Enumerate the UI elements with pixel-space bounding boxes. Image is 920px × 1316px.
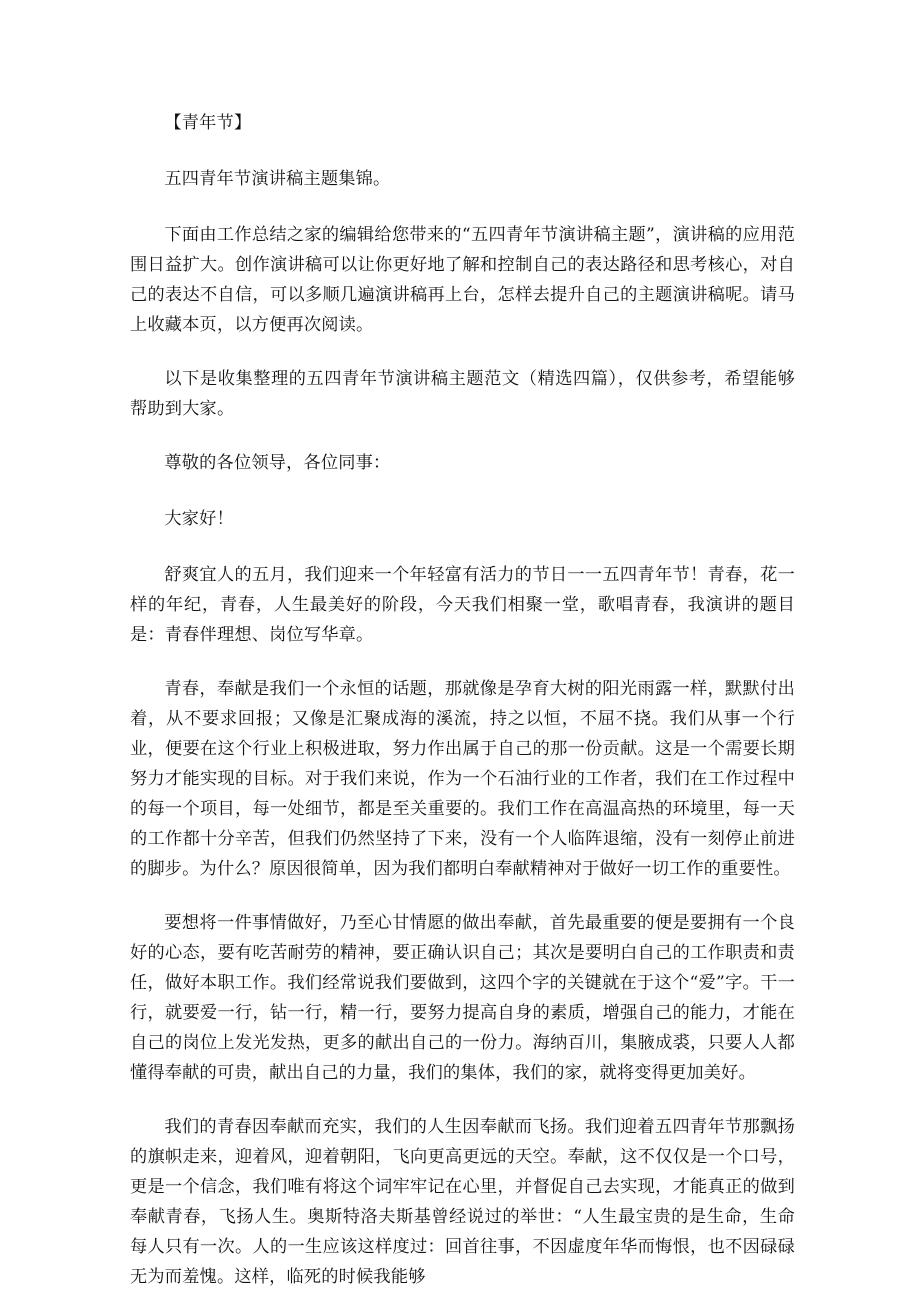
document-title: 五四青年节演讲稿主题集锦。 [164, 169, 391, 189]
paragraph-collection-note: 以下是收集整理的五四青年节演讲稿主题范文（精选四篇），仅供参考，希望能够帮助到大家。 [130, 369, 795, 419]
header-tag: 【青年节】 [164, 113, 252, 133]
paragraph-greeting: 大家好！ [164, 509, 234, 529]
paragraph-dedication: 青春，奉献是我们一个永恒的话题，那就像是孕育大树的阳光雨露一样，默默付出着，从不要求回报；又像是汇聚成海的溪流，持之以恒，不屈不挠。我们从事一个行业，便要在这个行业上积极进取，努力作出属于自己的那一份贡献。这是一个需要长期努力才能实现的目标。对于我们来说，作为一个石油行业的工作者，我们在工作过程中的每一个项目，每一处细节，都是至关重要的。我们工作在高温高热的环境里，每一天的工作都十分辛苦，但我们仍然坚持了下来，没有一个人临阵退缩，没有一刻停止前进的脚步。为什么？原因很简单，因为我们都明白奉献精神对于做好一切工作的重要性。 [130, 679, 795, 879]
document-page [130, 108, 795, 1316]
paragraph-closing: 我们的青春因奉献而充实，我们的人生因奉献而飞扬。我们迎着五四青年节那飘扬的旗帜走来，迎着风，迎着朝阳，飞向更高更远的天空。奉献，这不仅仅是一个口号，更是一个信念，我们唯有将这个词牢牢记在心里，并督促自己去实现，才能真正的做到奉献青春，飞扬人生。奥斯特洛夫斯基曾经说过的举世：“人生最宝贵的是生命，生命每人只有一次。人的一生应该这样度过：回首往事，不因虚度年华而悔恨，也不因碌碌无为而羞愧。这样，临死的时候我能够 [130, 1117, 795, 1287]
paragraph-opening: 舒爽宜人的五月，我们迎来一个年轻富有活力的节日一一五四青年节！青春，花一样的年纪，青春，人生最美好的阶段，今天我们相聚一堂，歌唱青春，我演讲的题目是：青春伴理想、岗位写华章。 [130, 565, 795, 645]
paragraph-intro: 下面由工作总结之家的编辑给您带来的“五四青年节演讲稿主题”，演讲稿的应用范围日益扩大。创作演讲稿可以让你更好地了解和控制自己的表达路径和思考核心，对自己的表达不自信，可以多顺几遍演讲稿再上台，怎样去提升自己的主题演讲稿呢。请马上收藏本页，以方便再次阅读。 [130, 225, 795, 335]
paragraph-salutation: 尊敬的各位领导，各位同事： [164, 453, 391, 473]
paragraph-attitude: 要想将一件事情做好，乃至心甘情愿的做出奉献，首先最重要的便是要拥有一个良好的心态，要有吃苦耐劳的精神，要正确认识自己；其次是要明白自己的工作职责和责任，做好本职工作。我们经常说我们要做到，这四个字的关键就在于这个“爱”字。干一行，就要爱一行，钻一行，精一行，要努力提高自身的素质，增强自己的能力，才能在自己的岗位上发光发热，更多的献出自己的一份力。海纳百川，集腋成裘，只要人人都懂得奉献的可贵，献出自己的力量，我们的集体，我们的家，就将变得更加美好。 [130, 913, 795, 1083]
